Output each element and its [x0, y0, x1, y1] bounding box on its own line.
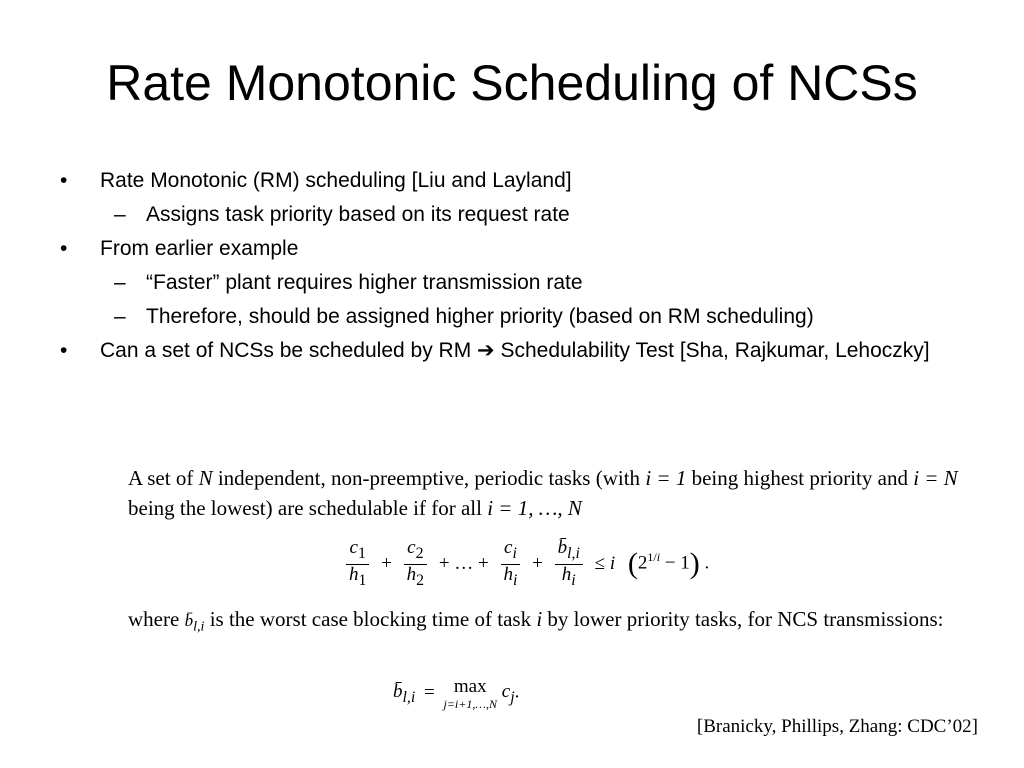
- bullet-text-a: Can a set of NCSs be scheduled by RM: [100, 339, 478, 362]
- sub-bullet-text: Assigns task priority based on its request rate: [146, 203, 570, 226]
- sub-bullet-item: [60, 304, 960, 330]
- sub-bullet-text: “Faster” plant requires higher transmission rate: [146, 271, 583, 294]
- dash-marker: –: [114, 305, 126, 328]
- bullet-dot: •: [60, 237, 68, 260]
- blocking-symbol: $b̄_{l,i}$: [184, 611, 205, 635]
- sub-bullet-item: [60, 270, 960, 296]
- bullet-dot: •: [60, 169, 68, 192]
- bullet-text: Rate Monotonic (RM) scheduling [Liu and Layland]: [100, 169, 572, 192]
- bullet-text-b: Schedulability Test [Sha, Rajkumar, Lehoczky]: [494, 339, 930, 362]
- slide-title: Rate Monotonic Scheduling of NCSs: [106, 55, 918, 111]
- bullet-list: [60, 168, 960, 372]
- bullet-text: From earlier example: [100, 237, 299, 260]
- bullet-item: [60, 236, 960, 262]
- right-arrow-icon: ➔: [477, 339, 495, 362]
- bullet-dot: •: [60, 339, 68, 362]
- sub-bullet-text: Therefore, should be assigned higher priority (based on RM scheduling): [146, 305, 814, 328]
- theorem-text: A set of N independent, non-preemptive, periodic tasks (with i = 1 being highest priority and i = N being the lowest) are schedulable if for all i = 1, …, N: [128, 466, 958, 520]
- citation: [Branicky, Phillips, Zhang: CDC’02]: [696, 716, 978, 737]
- schedulability-equation: $\frac{c_1}{h_1}$ + $\frac{c_2}{h_2}$ + … + $\frac{c_i}{h_i}$ + $\frac{b̄_{l,i}}{h_i}$ ≤ i $(2^{1/i} - 1)$ .: [343, 538, 713, 591]
- bullet-item: [60, 168, 960, 194]
- dash-marker: –: [114, 271, 126, 294]
- dash-marker: –: [114, 203, 126, 226]
- sub-bullet-item: [60, 202, 960, 228]
- where-text: where $b̄_{l,i}$ is the worst case blocking time of task i by lower priority tasks, for NCS transmissions:: [128, 607, 944, 635]
- blocking-time-equation: $b̄_{l,i} = \max$ j=i+1,…,N $c_j$.: [393, 676, 520, 711]
- bullet-item: [60, 338, 960, 364]
